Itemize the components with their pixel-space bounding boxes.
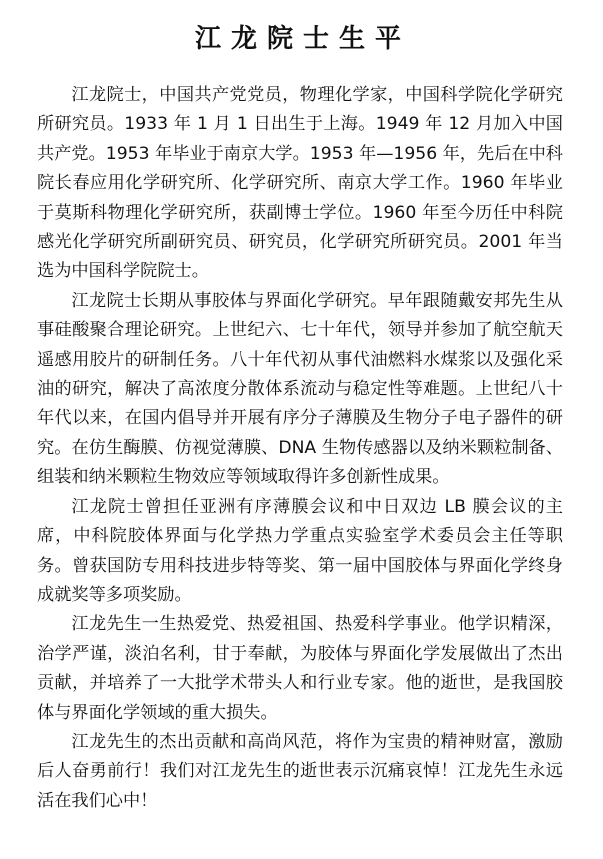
paragraph-character: 江龙先生一生热爱党、热爱祖国、热爱科学事业。他学识精深，治学严谨，淡泊名利，甘于奉献，为胶体与界面化学发展做出了杰出贡献，并培养了一大批学术带头人和行业专家。他的逝世，是我国胶体与界面化学领域的重大损失。 — [37, 614, 563, 723]
paragraph-research: 江龙院士长期从事胶体与界面化学研究。早年跟随戴安邦先生从事硅酸聚合理论研究。上世纪六、七十年代，领导并参加了航空航天遥感用胶片的研制任务。八十年代初从事代油燃料水煤浆以及强化采油的研究，解决了高浓度分散体系流动与稳定性等难题。上世纪八十年代以来，在国内倡导并开展有序分子薄膜及生物分子电子器件的研究。在仿生酶膜、仿视觉薄膜、DNA 生物传感器以及纳米颗粒制备、组装和纳米颗粒生物效应等领域取得许多创新性成果。 — [37, 290, 563, 488]
page-title: 江龙院士生平 — [194, 24, 411, 54]
paragraph-positions-awards: 江龙院士曾担任亚洲有序薄膜会议和中日双边 LB 膜会议的主席，中科院胶体界面与化学热力学重点实验室学术委员会主任等职务。曾获国防专用科技进步特等奖、第一届中国胶体与界面化学终身成就奖等多项奖励。 — [37, 496, 563, 605]
paragraph-biography: 江龙院士，中国共产党党员，物理化学家，中国科学院化学研究所研究员。1933 年 1 月 1 日出生于上海。1949 年 12 月加入中国共产党。1953 年毕业于南京大学。1953 年—1956 年，先后在中科院长春应用化学研究所、化学研究所、南京大学工作。1960 年毕业于莫斯科物理化学研究所，获副博士学位。1960 年至今历任中科院感光化学研究所副研究员、研究员，化学研究所研究员。2001 年当选为中国科学院院士。 — [37, 85, 563, 282]
document-body — [37, 81, 563, 816]
paragraph-tribute: 江龙先生的杰出贡献和高尚风范，将作为宝贵的精神财富，激励后人奋勇前行！我们对江龙先生的逝世表示沉痛哀悼！江龙先生永远活在我们心中！ — [37, 731, 563, 811]
